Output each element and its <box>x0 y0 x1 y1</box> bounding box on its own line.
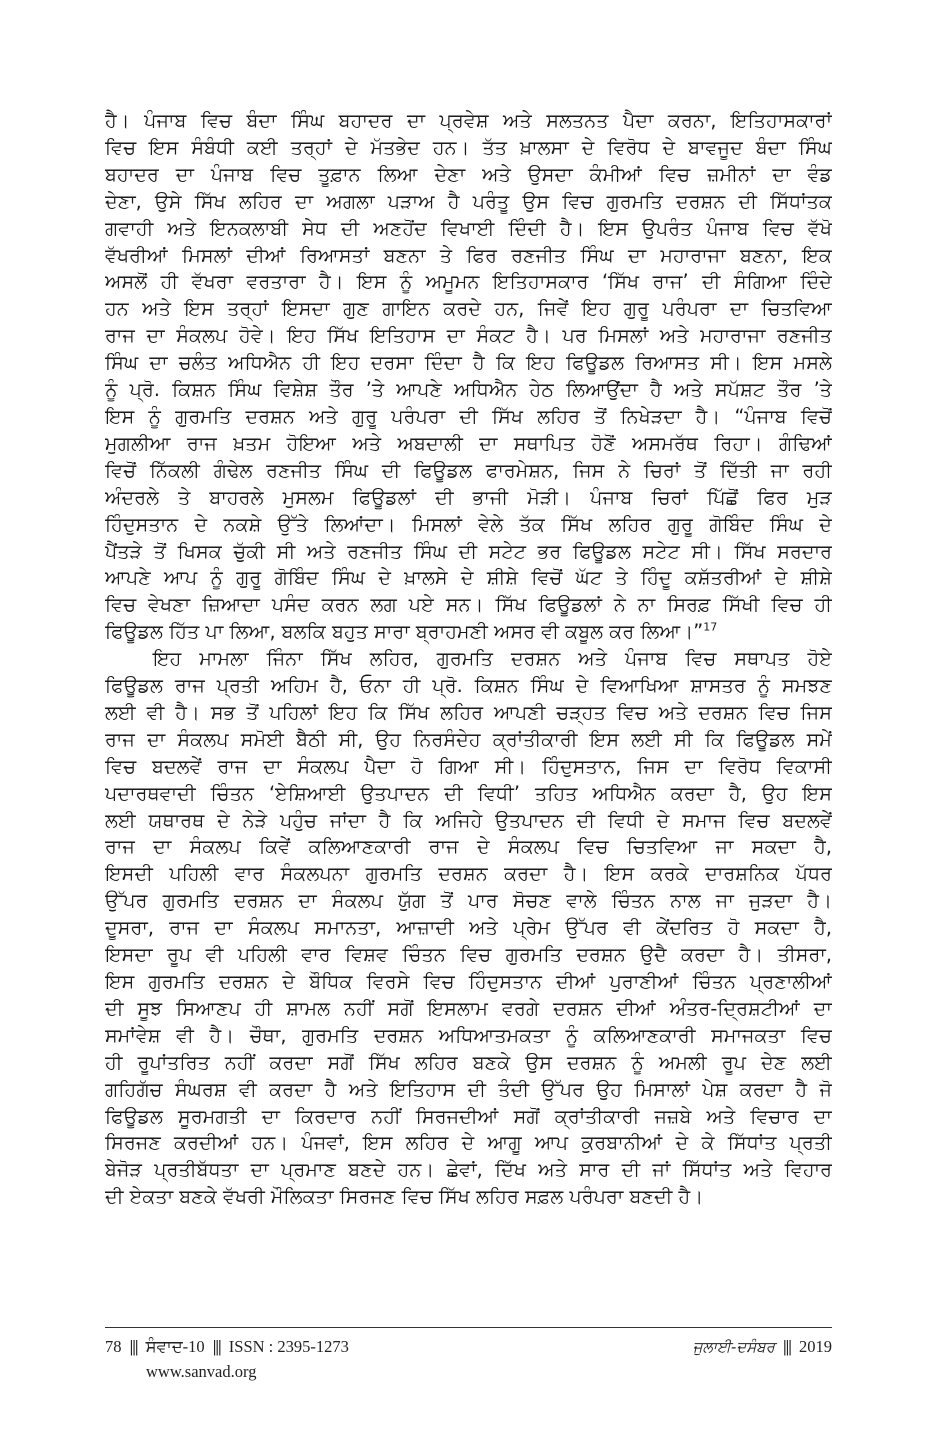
text-line: ਹਨ ਅਤੇ ਇਸ ਤਰ੍ਹਾਂ ਇਸਦਾ ਗੁਣ ਗਾਇਨ ਕਰਦੇ ਹਨ, ਜਿਵੇਂ ਇਹ ਗੁਰੂ ਪਰੰਪਰਾ ਦਾ ਚਿਤਵਿਆ <box>105 297 832 321</box>
text-line: ਗਵਾਹੀ ਅਤੇ ਇਨਕਲਾਬੀ ਸੇਧ ਦੀ ਅਣਹੋਂਦ ਵਿਖਾਈ ਦਿੰਦੀ ਹੈ। ਇਸ ਉਪਰੰਤ ਪੰਜਾਬ ਵਿਚ ਵੱਖੋ <box>105 216 832 240</box>
text-line: ਇਸਦਾ ਰੂਪ ਵੀ ਪਹਿਲੀ ਵਾਰ ਵਿਸ਼ਵ ਚਿੰਤਨ ਵਿਚ ਗੁਰਮਤਿ ਦਰਸ਼ਨ ਉਦੈ ਕਰਦਾ ਹੈ। ਤੀਸਰਾ, <box>105 943 832 967</box>
text-line: ਲਈ ਵੀ ਹੈ। ਸਭ ਤੋਂ ਪਹਿਲਾਂ ਇਹ ਕਿ ਸਿੱਖ ਲਹਿਰ ਆਪਣੀ ਚੜ੍ਹਤ ਵਿਚ ਅਤੇ ਦਰਸ਼ਨ ਵਿਚ ਜਿਸ <box>105 700 832 724</box>
text-line: ਪੈਂਤੜੇ ਤੋਂ ਖਿਸਕ ਚੁੱਕੀ ਸੀ ਅਤੇ ਰਣਜੀਤ ਸਿੰਘ ਦੀ ਸਟੇਟ ਭਰ ਫਿਊਡਲ ਸਟੇਟ ਸੀ। ਸਿੱਖ ਸਰਦਾਰ <box>105 539 832 563</box>
issue-period: ਜੁਲਾਈ-ਦਸੰਬਰ <box>692 1338 775 1356</box>
text-line: ਉੱਪਰ ਗੁਰਮਤਿ ਦਰਸ਼ਨ ਦਾ ਸੰਕਲਪ ਯੁੱਗ ਤੋਂ ਪਾਰ ਸੋਚਣ ਵਾਲੇ ਚਿੰਤਨ ਨਾਲ ਜਾ ਜੁੜਦਾ ਹੈ। <box>105 889 832 913</box>
journal-name: ਸੰਵਾਦ-10 <box>145 1337 205 1356</box>
text-line: ਸਿਰਜਣ ਕਰਦੀਆਂ ਹਨ। ਪੰਜਵਾਂ, ਇਸ ਲਹਿਰ ਦੇ ਆਗੂ ਆਪ ਕੁਰਬਾਨੀਆਂ ਦੇ ਕੇ ਸਿੱਧਾਂਤ ਪ੍ਰਤੀ <box>105 1131 832 1155</box>
text-line: ਗਹਿਗੱਚ ਸੰਘਰਸ਼ ਵੀ ਕਰਦਾ ਹੈ ਅਤੇ ਇਤਿਹਾਸ ਦੀ ਤੰਦੀ ਉੱਪਰ ਉਹ ਮਿਸਾਲਾਂ ਪੇਸ਼ ਕਰਦਾ ਹੈ ਜੋ <box>105 1077 832 1101</box>
text-line: ਵਿਚ ਵੇਖਣਾ ਜ਼ਿਆਦਾ ਪਸੰਦ ਕਰਨ ਲਗ ਪਏ ਸਨ। ਸਿੱਖ ਫਿਊਡਲਾਂ ਨੇ ਨਾ ਸਿਰਫ਼ ਸਿੱਖੀ ਵਿਚ ਹੀ <box>105 593 832 617</box>
text-line: ਦੀ ਸੂਝ ਸਿਆਣਪ ਹੀ ਸ਼ਾਮਲ ਨਹੀਂ ਸਗੋਂ ਇਸਲਾਮ ਵਰਗੇ ਦਰਸ਼ਨ ਦੀਆਂ ਅੰਤਰ-ਦ੍ਰਿਸ਼ਟੀਆਂ ਦਾ <box>105 996 832 1020</box>
text-line: ਸਮਾਂਵੇਸ਼ ਵੀ ਹੈ। ਚੌਥਾ, ਗੁਰਮਤਿ ਦਰਸ਼ਨ ਅਧਿਆਤਮਕਤਾ ਨੂੰ ਕਲਿਆਣਕਾਰੀ ਸਮਾਜਕਤਾ ਵਿਚ <box>105 1023 832 1047</box>
text-line: ਵਿਚੋਂ ਨਿੱਕਲੀ ਗੰਢੇਲ ਰਣਜੀਤ ਸਿੰਘ ਦੀ ਫਿਊਡਲ ਫਾਰਮੇਸ਼ਨ, ਜਿਸ ਨੇ ਚਿਰਾਂ ਤੋਂ ਦਿੱਤੀ ਜਾ ਰਹੀ <box>105 458 832 482</box>
text-line: ਦੀ ਏਕਤਾ ਬਣਕੇ ਵੱਖਰੀ ਮੌਲਿਕਤਾ ਸਿਰਜਣ ਵਿਚ ਸਿੱਖ ਲਹਿਰ ਸਫ਼ਲ ਪਰੰਪਰਾ ਬਣਦੀ ਹੈ। <box>105 1185 704 1209</box>
separator: ||| <box>129 1337 138 1356</box>
text-line: ਬਹਾਦਰ ਦਾ ਪੰਜਾਬ ਵਿਚ ਤੂਫ਼ਾਨ ਲਿਆ ਦੇਣਾ ਅਤੇ ਉਸਦਾ ਕੰਮੀਆਂ ਵਿਚ ਜ਼ਮੀਨਾਂ ਦਾ ਵੰਡ <box>105 162 832 186</box>
text-line: ਅਸਲੋਂ ਹੀ ਵੱਖਰਾ ਵਰਤਾਰਾ ਹੈ। ਇਸ ਨੂੰ ਅਮੂਮਨ ਇਤਿਹਾਸਕਾਰ ‘ਸਿੱਖ ਰਾਜ’ ਦੀ ਸੰਗਿਆ ਦਿੰਦੇ <box>105 270 832 294</box>
text-line: ਇਸ ਨੂੰ ਗੁਰਮਤਿ ਦਰਸ਼ਨ ਅਤੇ ਗੁਰੂ ਪਰੰਪਰਾ ਦੀ ਸਿੱਖ ਲਹਿਰ ਤੋਂ ਨਿਖੇੜਦਾ ਹੈ। “ਪੰਜਾਬ ਵਿਚੋਂ <box>105 404 832 428</box>
paragraph-2 <box>105 646 832 1211</box>
text-line: ਫਿਊਡਲ ਰਾਜ ਪ੍ਰਤੀ ਅਹਿਮ ਹੈ, ਓਨਾ ਹੀ ਪ੍ਰੋ. ਕਿਸ਼ਨ ਸਿੰਘ ਦੇ ਵਿਆਖਿਆ ਸ਼ਾਸਤਰ ਨੂੰ ਸਮਝਣ <box>105 674 832 698</box>
text-line: ਮੁਗਲੀਆ ਰਾਜ ਖ਼ਤਮ ਹੋਇਆ ਅਤੇ ਅਬਦਾਲੀ ਦਾ ਸਥਾਪਿਤ ਹੋਣੋਂ ਅਸਮਰੱਥ ਰਿਹਾ। ਗੰਢਿਆਂ <box>105 431 832 455</box>
text-line: ਦੇਣਾ, ਉਸੇ ਸਿੱਖ ਲਹਿਰ ਦਾ ਅਗਲਾ ਪੜਾਅ ਹੈ ਪਰੰਤੂ ਉਸ ਵਿਚ ਗੁਰਮਤਿ ਦਰਸ਼ਨ ਦੀ ਸਿੱਧਾਂਤਕ <box>105 189 832 213</box>
page-number: 78 <box>105 1337 122 1356</box>
text-line: ਇਸਦੀ ਪਹਿਲੀ ਵਾਰ ਸੰਕਲਪਨਾ ਗੁਰਮਤਿ ਦਰਸ਼ਨ ਕਰਦਾ ਹੈ। ਇਸ ਕਰਕੇ ਦਾਰਸ਼ਨਿਕ ਪੱਧਰ <box>105 862 832 886</box>
text-line: ਹੈ। ਪੰਜਾਬ ਵਿਚ ਬੰਦਾ ਸਿੰਘ ਬਹਾਦਰ ਦਾ ਪ੍ਰਵੇਸ਼ ਅਤੇ ਸਲਤਨਤ ਪੈਦਾ ਕਰਨਾ, ਇਤਿਹਾਸਕਾਰਾਂ <box>105 109 832 132</box>
text-line: ਫਿਊਡਲ ਸੂਰਮਗਤੀ ਦਾ ਕਿਰਦਾਰ ਨਹੀਂ ਸਿਰਜਦੀਆਂ ਸਗੋਂ ਕ੍ਰਾਂਤੀਕਾਰੀ ਜਜ਼ਬੇ ਅਤੇ ਵਿਚਾਰ ਦਾ <box>105 1104 832 1128</box>
text-line: ਵੱਖਰੀਆਂ ਮਿਸਲਾਂ ਦੀਆਂ ਰਿਆਸਤਾਂ ਬਣਨਾ ਤੇ ਫਿਰ ਰਣਜੀਤ ਸਿੰਘ ਦਾ ਮਹਾਰਾਜਾ ਬਣਨਾ, ਇਕ <box>105 243 832 267</box>
text-line: ਆਪਣੇ ਆਪ ਨੂੰ ਗੁਰੂ ਗੋਬਿੰਦ ਸਿੰਘ ਦੇ ਖ਼ਾਲਸੇ ਦੇ ਸ਼ੀਸ਼ੇ ਵਿਚੋਂ ਘੱਟ ਤੇ ਹਿੰਦੂ ਕਸ਼ੱਤਰੀਆਂ ਦੇ ਸ਼ੀਸ਼ੇ <box>105 566 832 590</box>
text-line: ਹਿੰਦੁਸਤਾਨ ਦੇ ਨਕਸ਼ੇ ਉੱਤੇ ਲਿਆਂਦਾ। ਮਿਸਲਾਂ ਵੇਲੇ ਤੱਕ ਸਿੱਖ ਲਹਿਰ ਗੁਰੂ ਗੋਬਿੰਦ ਸਿੰਘ ਦੇ <box>105 512 832 536</box>
text-line: ਰਾਜ ਦਾ ਸੰਕਲਪ ਸਮੋਈ ਬੈਠੀ ਸੀ, ਉਹ ਨਿਰਸੰਦੇਹ ਕ੍ਰਾਂਤੀਕਾਰੀ ਇਸ ਲਈ ਸੀ ਕਿ ਫਿਊਡਲ ਸਮੇਂ <box>105 727 832 751</box>
footer-left <box>105 1337 349 1357</box>
issn: ISSN : 2395-1273 <box>228 1337 349 1356</box>
text-line: ਬੇਜੋੜ ਪ੍ਰਤੀਬੱਧਤਾ ਦਾ ਪ੍ਰਮਾਣ ਬਣਦੇ ਹਨ। ਛੇਵਾਂ, ਦਿੱਖ ਅਤੇ ਸਾਰ ਦੀ ਜਾਂ ਸਿੱਧਾਂਤ ਅਤੇ ਵਿਹਾਰ <box>105 1158 832 1182</box>
text-line: ਲਈ ਯਥਾਰਥ ਦੇ ਨੇੜੇ ਪਹੁੰਚ ਜਾਂਦਾ ਹੈ ਕਿ ਅਜਿਹੇ ਉਤਪਾਦਨ ਦੀ ਵਿਧੀ ਦੇ ਸਮਾਜ ਵਿਚ ਬਦਲਵੇਂ <box>105 808 832 832</box>
text-line: ਸਿੰਘ ਦਾ ਚਲੰਤ ਅਧਿਐਨ ਹੀ ਇਹ ਦਰਸਾ ਦਿੰਦਾ ਹੈ ਕਿ ਇਹ ਫਿਊਡਲ ਰਿਆਸਤ ਸੀ। ਇਸ ਮਸਲੇ <box>105 351 832 375</box>
website-url[interactable]: www.sanvad.org <box>146 1362 257 1381</box>
text-line: ਇਸ ਗੁਰਮਤਿ ਦਰਸ਼ਨ ਦੇ ਬੌਧਿਕ ਵਿਰਸੇ ਵਿਚ ਹਿੰਦੁਸਤਾਨ ਦੀਆਂ ਪੁਰਾਣੀਆਂ ਚਿੰਤਨ ਪ੍ਰਣਾਲੀਆਂ <box>105 970 832 993</box>
paragraph-1 <box>105 108 832 646</box>
text-line: ਦੂਸਰਾ, ਰਾਜ ਦਾ ਸੰਕਲਪ ਸਮਾਨਤਾ, ਆਜ਼ਾਦੀ ਅਤੇ ਪ੍ਰੇਮ ਉੱਪਰ ਵੀ ਕੇਂਦਰਿਤ ਹੋ ਸਕਦਾ ਹੈ, <box>105 916 832 940</box>
footnote-ref[interactable]: 17 <box>703 620 718 634</box>
text-line: ਰਾਜ ਦਾ ਸੰਕਲਪ ਹੋਵੇ। ਇਹ ਸਿੱਖ ਇਤਿਹਾਸ ਦਾ ਸੰਕਟ ਹੈ। ਪਰ ਮਿਸਲਾਂ ਅਤੇ ਮਹਾਰਾਜਾ ਰਣਜੀਤ <box>105 324 832 348</box>
text-line: ਰਾਜ ਦਾ ਸੰਕਲਪ ਕਿਵੇਂ ਕਲਿਆਣਕਾਰੀ ਰਾਜ ਦੇ ਸੰਕਲਪ ਵਿਚ ਚਿਤਵਿਆ ਜਾ ਸਕਦਾ ਹੈ, <box>105 835 832 859</box>
text-line: ਨੂੰ ਪ੍ਰੋ. ਕਿਸ਼ਨ ਸਿੰਘ ਵਿਸ਼ੇਸ਼ ਤੌਰ ’ਤੇ ਆਪਣੇ ਅਧਿਐਨ ਹੇਠ ਲਿਆਉਂਦਾ ਹੈ ਅਤੇ ਸਪੱਸ਼ਟ ਤੌਰ ’ਤੇ <box>105 378 832 402</box>
footer-right <box>693 1337 832 1357</box>
footer-divider <box>105 1327 832 1328</box>
text-line: ਪਦਾਰਥਵਾਦੀ ਚਿੰਤਨ ‘ਏਸ਼ਿਆਈ ਉਤਪਾਦਨ ਦੀ ਵਿਧੀ’ ਤਹਿਤ ਅਧਿਐਨ ਕਰਦਾ ਹੈ, ਉਹ ਇਸ <box>105 781 832 805</box>
text-line: ਇਹ ਮਾਮਲਾ ਜਿੰਨਾ ਸਿੱਖ ਲਹਿਰ, ਗੁਰਮਤਿ ਦਰਸ਼ਨ ਅਤੇ ਪੰਜਾਬ ਵਿਚ ਸਥਾਪਤ ਹੋਏ <box>153 647 832 671</box>
issue-year: 2019 <box>799 1337 832 1356</box>
text-line: ਅੰਦਰਲੇ ਤੇ ਬਾਹਰਲੇ ਮੁਸਲਮ ਫਿਊਡਲਾਂ ਦੀ ਭਾਜੀ ਮੋੜੀ। ਪੰਜਾਬ ਚਿਰਾਂ ਪਿੱਛੋਂ ਫਿਰ ਮੁੜ <box>105 485 832 509</box>
text-line: ਵਿਚ ਬਦਲਵੇਂ ਰਾਜ ਦਾ ਸੰਕਲਪ ਪੈਦਾ ਹੋ ਗਿਆ ਸੀ। ਹਿੰਦੁਸਤਾਨ, ਜਿਸ ਦਾ ਵਿਰੋਧ ਵਿਕਾਸੀ <box>105 754 832 778</box>
separator: ||| <box>782 1337 791 1356</box>
text-line: ਫਿਊਡਲ ਹਿੱਤ ਪਾ ਲਿਆ, ਬਲਕਿ ਬਹੁਤ ਸਾਰਾ ਬ੍ਰਾਹਮਣੀ ਅਸਰ ਵੀ ਕਬੂਲ ਕਰ ਲਿਆ।”$^{17}$ <box>105 620 718 644</box>
page-footer <box>105 1337 832 1359</box>
text-line: ਵਿਚ ਇਸ ਸੰਬੰਧੀ ਕਈ ਤਰ੍ਹਾਂ ਦੇ ਮੱਤਭੇਦ ਹਨ। ਤੱਤ ਖ਼ਾਲਸਾ ਦੇ ਵਿਰੋਧ ਦੇ ਬਾਵਜੂਦ ਬੰਦਾ ਸਿੰਘ <box>105 135 832 159</box>
separator: ||| <box>212 1337 221 1356</box>
text-line: ਹੀ ਰੂਪਾਂਤਰਿਤ ਨਹੀਂ ਕਰਦਾ ਸਗੋਂ ਸਿੱਖ ਲਹਿਰ ਬਣਕੇ ਉਸ ਦਰਸ਼ਨ ਨੂੰ ਅਮਲੀ ਰੂਪ ਦੇਣ ਲਈ <box>105 1050 832 1074</box>
page-body <box>105 108 832 1211</box>
